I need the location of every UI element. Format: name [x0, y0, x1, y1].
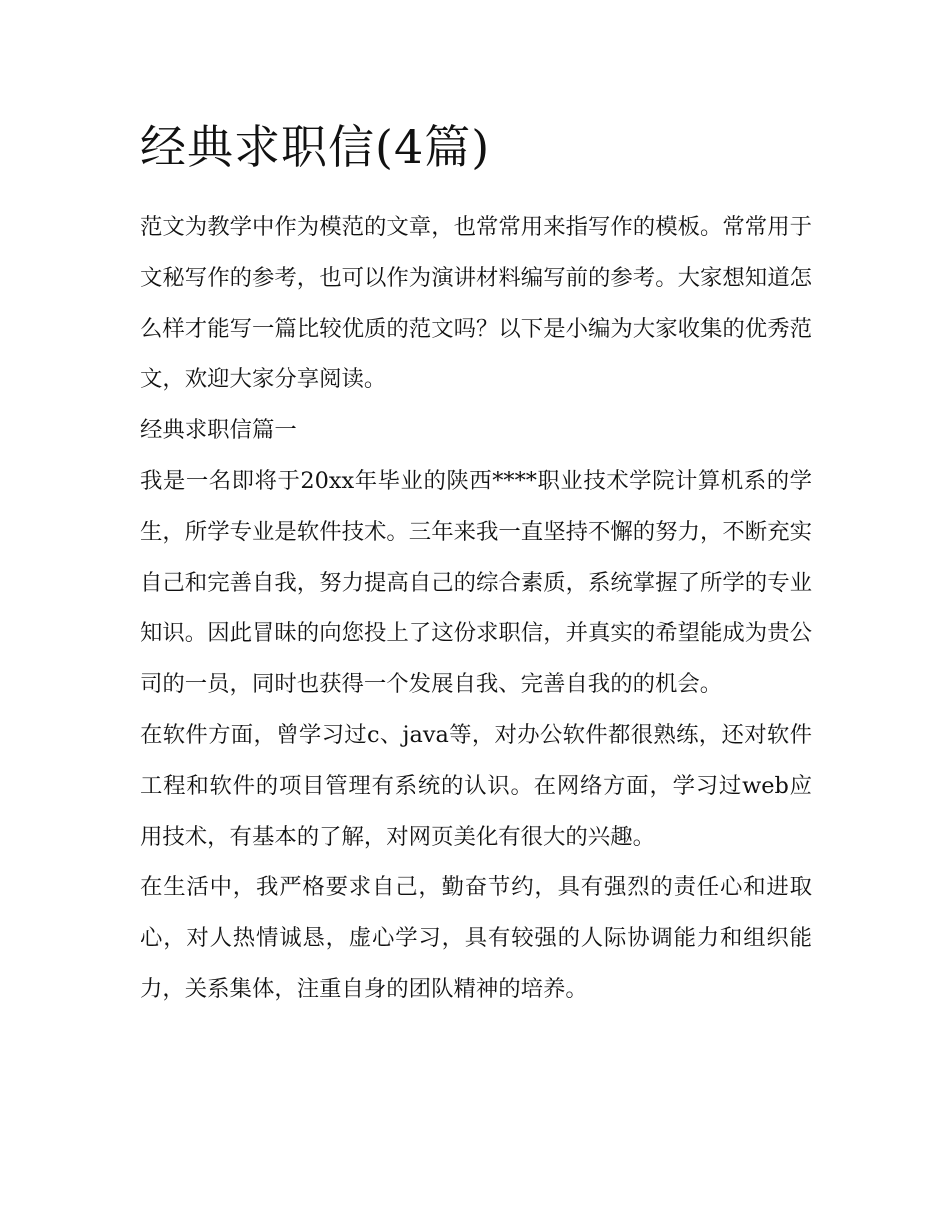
intro-paragraph: 范文为教学中作为模范的文章，也常常用来指写作的模板。常常用于文秘写作的参考，也可以作为演讲材料编写前的参考。大家想知道怎么样才能写一篇比较优质的范文吗？以下是小编为大家收集的优秀范文，欢迎大家分享阅读。	[140, 214, 812, 393]
body-paragraph: 在软件方面，曾学习过c、java等，对办公软件都很熟练，还对软件工程和软件的项目管理有系统的认识。在网络方面，学习过web应用技术，有基本的了解，对网页美化有很大的兴趣。	[140, 721, 812, 850]
section-heading: 经典求职信篇一	[140, 417, 297, 444]
document-page	[140, 112, 812, 1015]
body-paragraph: 在生活中，我严格要求自己，勤奋节约，具有强烈的责任心和进取心，对人热情诚恳，虚心学习，具有较强的人际协调能力和组织能力，关系集体，注重自身的团队精神的培养。	[140, 874, 812, 1002]
document-title: 经典求职信(4篇)	[140, 120, 491, 174]
body-paragraph: 我是一名即将于20xx年毕业的陕西****职业技术学院计算机系的学生，所学专业是软件技术。三年来我一直坚持不懈的努力，不断充实自己和完善自我，努力提高自己的综合素质，系统掌握了所学的专业知识。因此冒昧的向您投上了这份求职信，并真实的希望能成为贵公司的一员，同时也获得一个发展自我、完善自我的的机会。	[140, 467, 812, 698]
